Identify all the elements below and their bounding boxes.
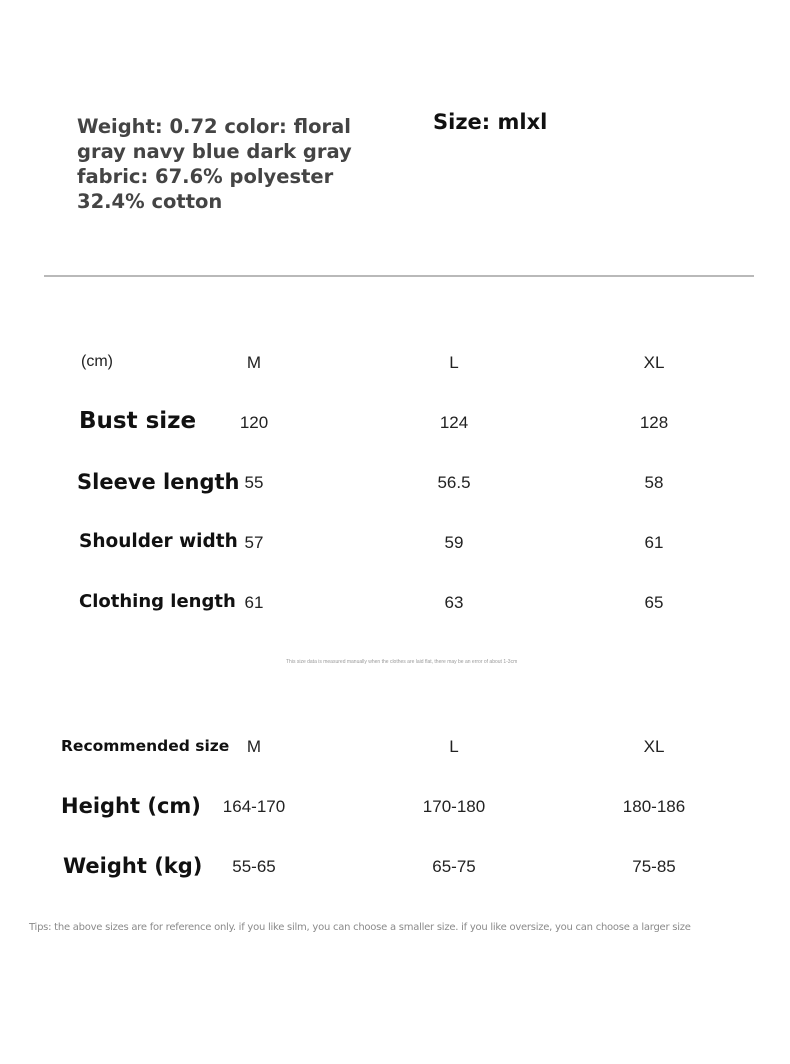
table-cell: 55 (244, 473, 264, 492)
table-cell: 65-75 (432, 857, 476, 876)
row-label-bust-size: Bust size (79, 408, 197, 434)
table-cell: 128 (639, 413, 669, 432)
table-cell: 63 (444, 593, 464, 612)
size-options-label: Size: mlxl (433, 110, 548, 134)
table-cell: 61 (244, 593, 264, 612)
size-table-col-m: M (246, 353, 262, 372)
row-label-sleeve-length: Sleeve length (77, 470, 240, 494)
table-cell: 180-186 (622, 797, 686, 816)
table-cell: 65 (644, 593, 664, 612)
row-label-shoulder-width: Shoulder width (79, 531, 238, 552)
row-label-height: Height (cm) (61, 794, 201, 818)
recommend-col-m: M (246, 737, 262, 756)
table-cell: 59 (444, 533, 464, 552)
table-cell: 61 (644, 533, 664, 552)
table-cell: 170-180 (422, 797, 486, 816)
table-cell: 56.5 (437, 473, 471, 492)
table-cell: 58 (644, 473, 664, 492)
size-table-col-xl: XL (643, 353, 665, 372)
product-description: Weight: 0.72 color: floral gray navy blue dark gray fabric: 67.6% polyester 32.4% cotton (77, 115, 352, 213)
table-cell: 57 (244, 533, 264, 552)
table-cell: 120 (239, 413, 269, 432)
table-cell: 124 (439, 413, 469, 432)
size-table-col-l: L (449, 353, 459, 372)
section-divider (44, 275, 754, 277)
tips-text: Tips: the above sizes are for reference only. if you like silm, you can choose a smaller size. if you like oversize, you can choose a larger size (29, 922, 691, 933)
size-table-unit-header: (cm) (81, 353, 113, 370)
recommend-col-xl: XL (643, 737, 665, 756)
recommend-col-l: L (449, 737, 459, 756)
row-label-weight: Weight (kg) (63, 854, 203, 878)
table-cell: 75-85 (632, 857, 676, 876)
table-cell: 164-170 (222, 797, 286, 816)
recommend-header-label: Recommended size (61, 737, 230, 755)
measurement-note: This size data is measured manually when the clothes are laid flat, there may be an error of about 1-3cm (286, 659, 518, 665)
row-label-clothing-length: Clothing length (79, 591, 236, 612)
table-cell: 55-65 (232, 857, 276, 876)
